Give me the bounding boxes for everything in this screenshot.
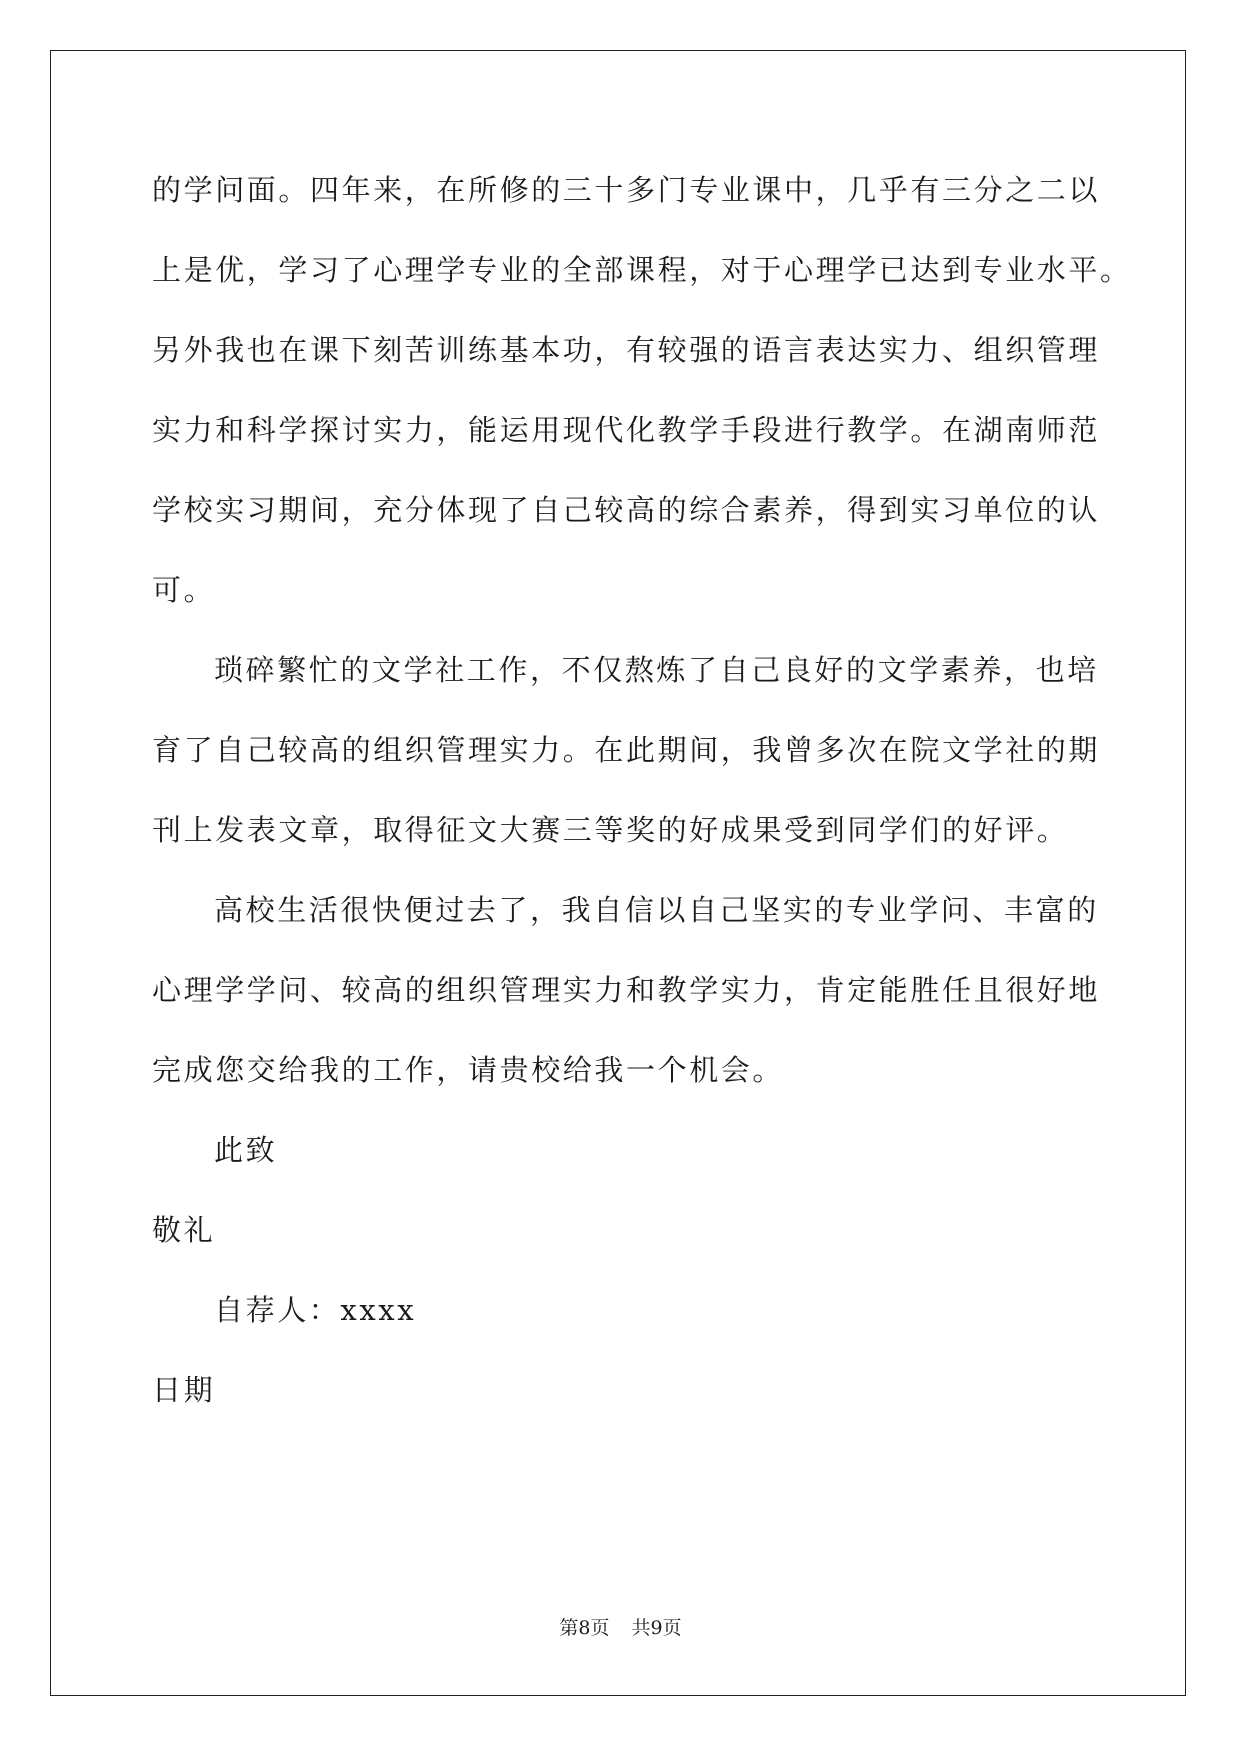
body-line-6: 可。 (152, 573, 216, 607)
body-line-3: 另外我也在课下刻苦训练基本功，有较强的语言表达实力、组织管理 (152, 333, 1101, 367)
body-line-10: 高校生活很快便过去了，我自信以自己坚实的专业学问、丰富的 (214, 893, 1099, 927)
body-line-7: 琐碎繁忙的文学社工作，不仅熬炼了自己良好的文学素养，也培 (214, 653, 1099, 687)
body-line-5: 学校实习期间，充分体现了自己较高的综合素养，得到实习单位的认 (152, 493, 1101, 527)
body-line-12: 完成您交给我的工作，请贵校给我一个机会。 (152, 1053, 785, 1087)
page-number: 第8页 (559, 1617, 610, 1639)
body-line-1: 的学问面。四年来，在所修的三十多门专业课中，几乎有三分之二以 (152, 173, 1101, 207)
body-line-2: 上是优，学习了心理学专业的全部课程，对于心理学已达到专业水平。 (152, 253, 1132, 287)
closing-salutation: 此致 (214, 1133, 278, 1167)
page-total: 共9页 (631, 1617, 682, 1639)
page-border (50, 50, 1186, 1696)
body-line-8: 育了自己较高的组织管理实力。在此期间，我曾多次在院文学社的期 (152, 733, 1101, 767)
body-line-11: 心理学学问、较高的组织管理实力和教学实力，肯定能胜任且很好地 (152, 973, 1101, 1007)
body-line-4: 实力和科学探讨实力，能运用现代化教学手段进行教学。在湖南师范 (152, 413, 1101, 447)
page-footer (0, 1613, 1241, 1640)
body-line-9: 刊上发表文章，取得征文大赛三等奖的好成果受到同学们的好评。 (152, 813, 1069, 847)
date-line: 日期 (152, 1373, 216, 1407)
signature-line: 自荐人：xxxx (214, 1293, 417, 1327)
closing-regards: 敬礼 (152, 1213, 216, 1247)
